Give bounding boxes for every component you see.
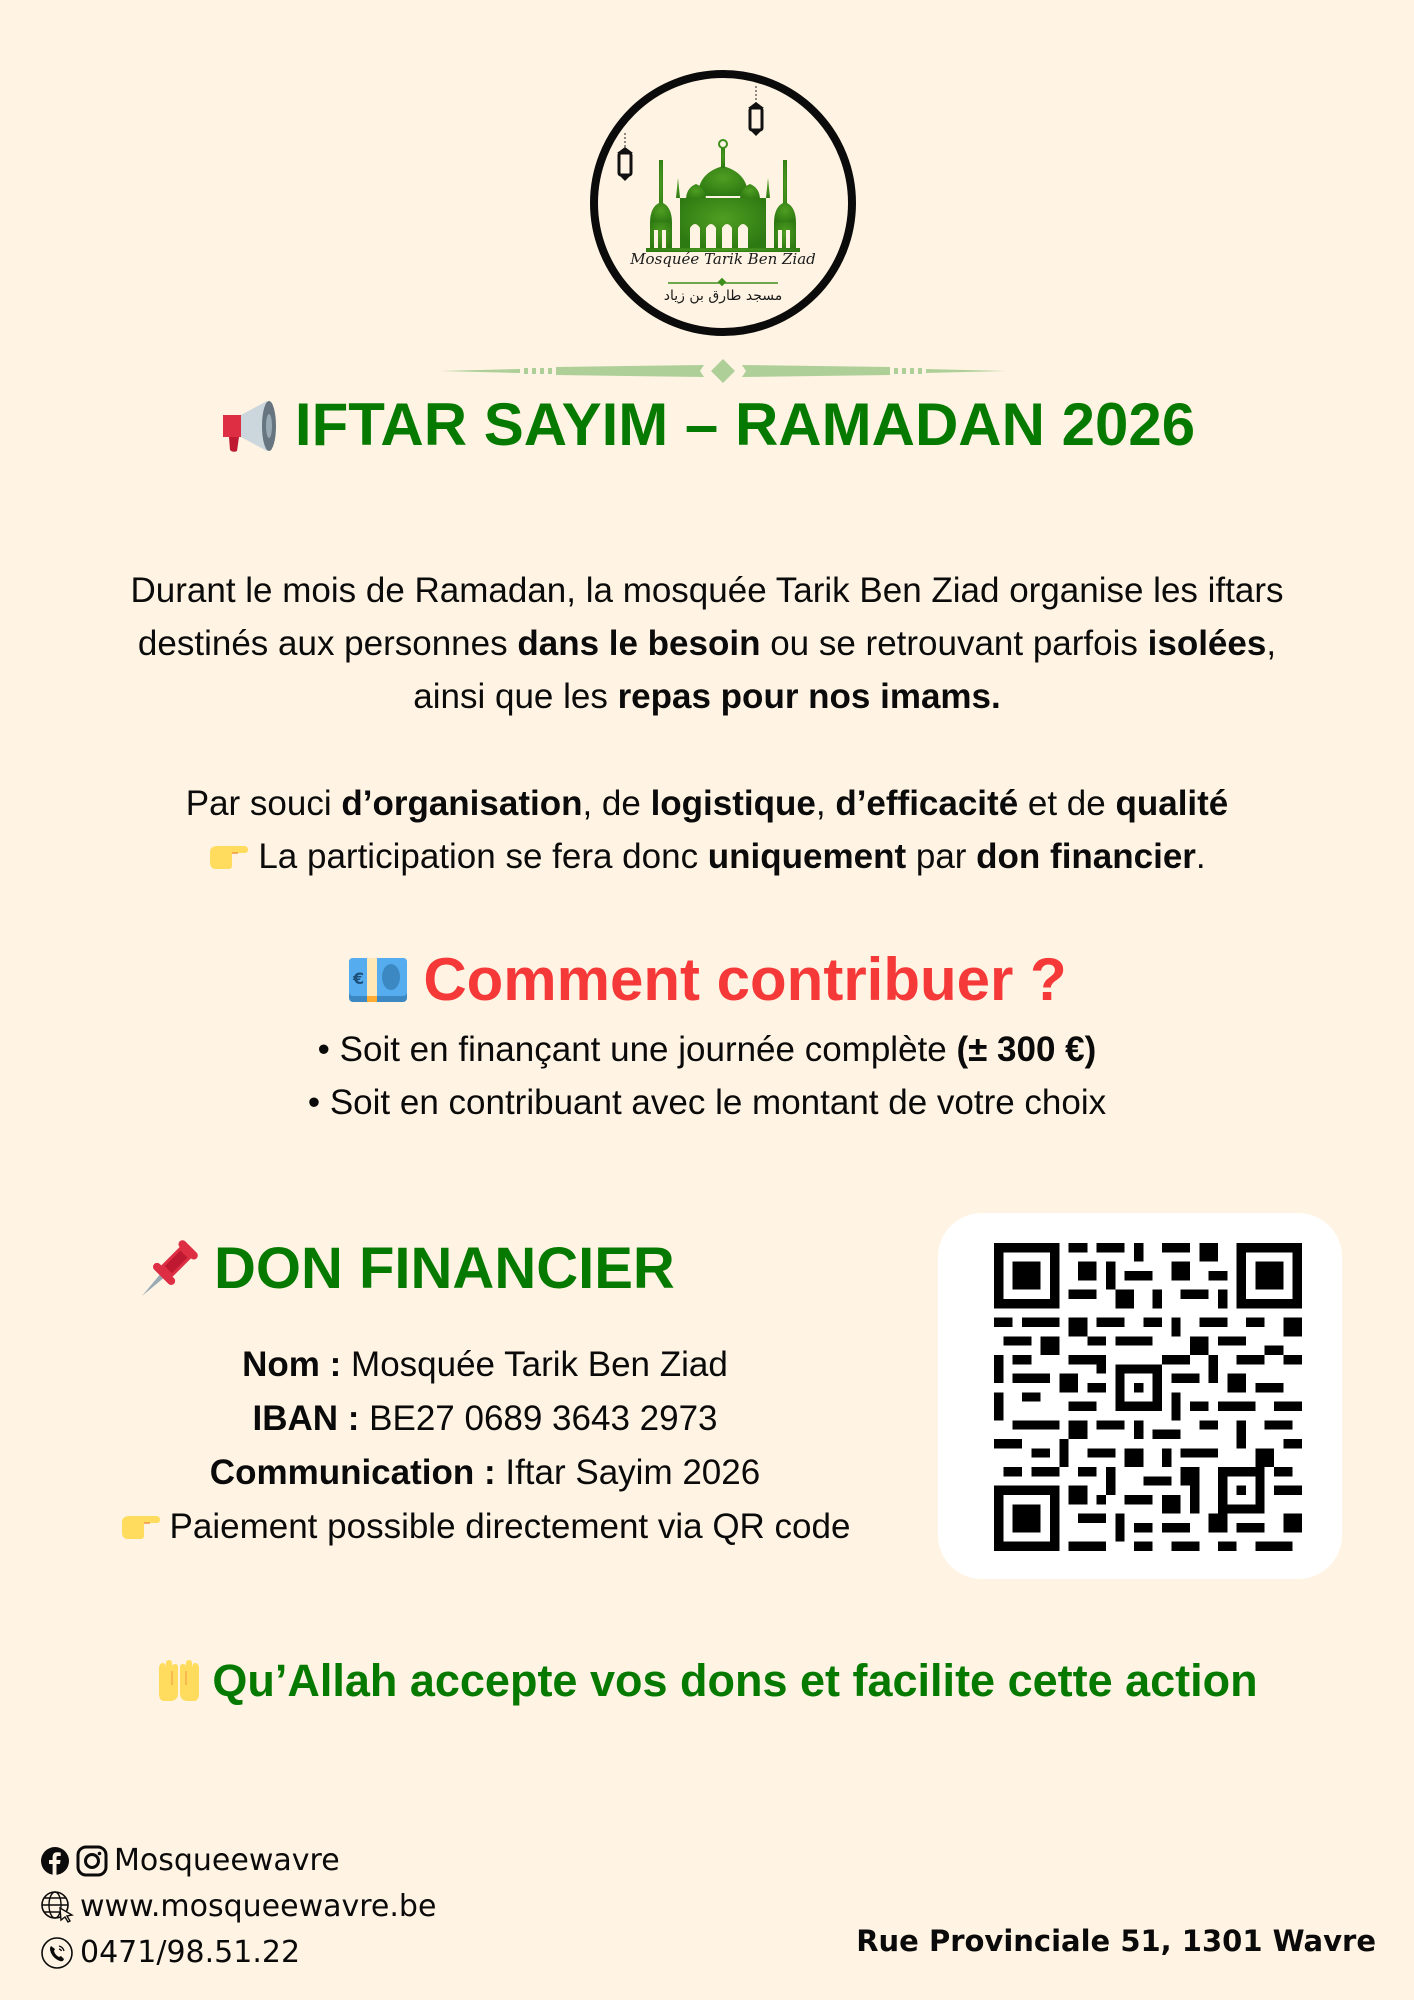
option-free-amount: • Soit en contribuant avec le montant de votre choix [307,1083,1107,1122]
donation-details [40,1338,930,1554]
page-title [0,390,1414,459]
website-link[interactable]: www.mosqueewavre.be [80,1889,437,1924]
intro-line-2: destinés aux personnes dans le besoin ou se retrouvant parfois isolées, [137,624,1277,663]
megaphone-icon [219,397,281,453]
donation-heading [138,1235,675,1302]
contribute-heading-text: Comment contribuer ? [423,946,1067,1013]
ornamental-divider [440,358,1006,384]
pointing-hand-icon [208,842,248,870]
policy-paragraph [0,777,1414,883]
contact-info [40,1838,436,1976]
field-name: Nom : Mosquée Tarik Ben Ziad [242,1345,728,1384]
donation-heading-text: DON FINANCIER [214,1236,675,1301]
policy-line-2: La participation se fera donc uniquement par don financier. [0,830,1414,883]
contribute-heading [0,945,1414,1014]
field-communication: Communication : Iftar Sayim 2026 [209,1453,761,1492]
intro-paragraph [0,564,1414,723]
blessing-message [0,1655,1414,1707]
field-iban: IBAN : BE27 0689 3643 2973 [252,1399,718,1438]
palms-up-icon [156,1659,202,1703]
address: Rue Provinciale 51, 1301 Wavre [856,1924,1376,1958]
phone-number[interactable]: 0471/98.51.22 [80,1935,301,1970]
pointing-hand-icon [120,1512,160,1540]
intro-line-1: Durant le mois de Ramadan, la mosquée Tarik Ben Ziad organise les iftars [130,571,1284,610]
contribute-options [0,1023,1414,1129]
euro-banknote-icon [347,954,409,1006]
social-row[interactable] [40,1838,436,1884]
globe-cursor-icon [40,1890,74,1924]
phone-icon [40,1936,74,1970]
blessing-text: Qu’Allah accepte vos dons et facilite cette action [212,1655,1258,1706]
instagram-icon[interactable] [76,1845,108,1877]
website-row[interactable] [40,1884,436,1930]
logo-name-latin: Mosquée Tarik Ben Ziad [630,250,816,268]
qr-note: Paiement possible directement via QR code [40,1500,930,1554]
pushpin-icon [138,1238,200,1300]
title-text: IFTAR SAYIM – RAMADAN 2026 [294,391,1196,458]
option-full-day: • Soit en finançant une journée complète (± 300 €) [317,1030,1097,1069]
qr-code-icon[interactable] [994,1243,1302,1551]
svg-text:€: € [353,968,365,988]
qr-code-card[interactable] [938,1213,1342,1579]
mosque-logo [590,70,856,336]
social-handle[interactable]: Mosqueewavre [114,1843,340,1878]
phone-row[interactable] [40,1930,436,1976]
policy-line-1: Par souci d’organisation, de logistique, d’efficacité et de qualité [185,784,1229,823]
intro-line-3: ainsi que les repas pour nos imams. [413,677,1001,716]
facebook-icon[interactable] [40,1846,70,1876]
logo-name-arabic: مسجد طارق بن زياد [663,288,783,304]
